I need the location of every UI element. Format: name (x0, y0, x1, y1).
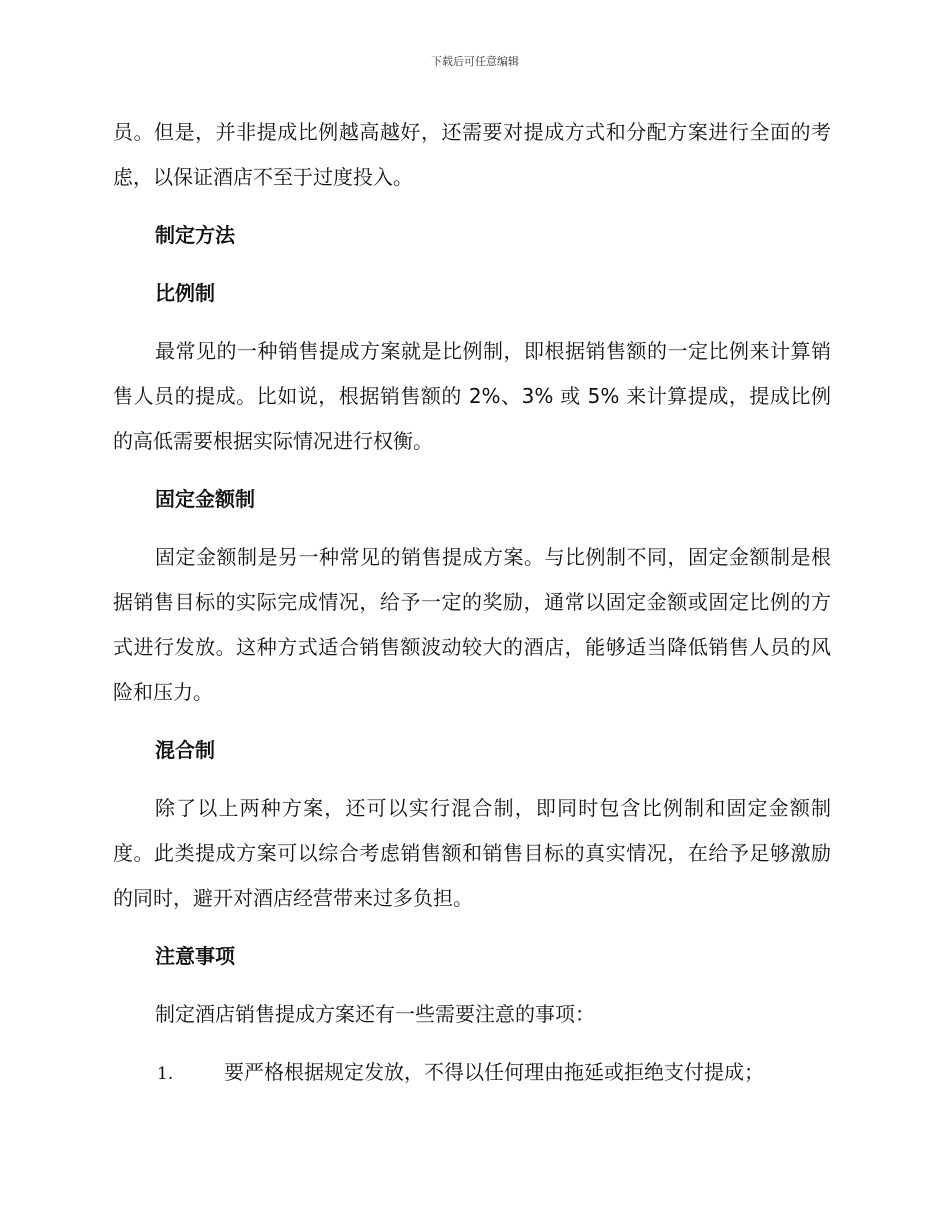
heading-mixed-system: 混合制 (155, 738, 215, 762)
document-body (113, 110, 831, 1110)
heading-notes: 注意事项 (155, 944, 235, 968)
list-item (113, 1050, 831, 1097)
paragraph-mixed-system: 除了以上两种方案，还可以实行混合制，即同时包含比例制和固定金额制度。此类提成方案可以综合考虑销售额和销售目标的真实情况，在给予足够激励的同时，避开对酒店经营带来过多负担。 (113, 796, 831, 910)
list-item-number: 1. (157, 1064, 174, 1084)
heading-methods: 制定方法 (155, 223, 235, 247)
paragraph-notes-intro: 制定酒店销售提成方案还有一些需要注意的事项： (155, 1002, 595, 1026)
paragraph-fixed-amount-system: 固定金额制是另一种常见的销售提成方案。与比例制不同，固定金额制是根据销售目标的实际完成情况，给予一定的奖励，通常以固定金额或固定比例的方式进行发放。这种方式适合销售额波动较大的酒店，能够适当降低销售人员的风险和压力。 (113, 545, 831, 704)
heading-fixed-amount-system: 固定金额制 (155, 487, 255, 511)
paragraph-ratio-system: 最常见的一种销售提成方案就是比例制，即根据销售额的一定比例来计算销售人员的提成。比如说，根据销售额的 2%、3% 或 5% 来计算提成，提成比例的高低需要根据实际情况进行权衡。 (113, 339, 831, 453)
page-header: 下载后可任意编辑 (431, 55, 519, 68)
heading-ratio-system: 比例制 (155, 281, 215, 305)
paragraph-intro: 员。但是，并非提成比例越高越好，还需要对提成方式和分配方案进行全面的考虑，以保证酒店不至于过度投入。 (113, 120, 831, 189)
list-item-text: 要严格根据规定发放，不得以任何理由拖延或拒绝支付提成； (224, 1060, 764, 1084)
